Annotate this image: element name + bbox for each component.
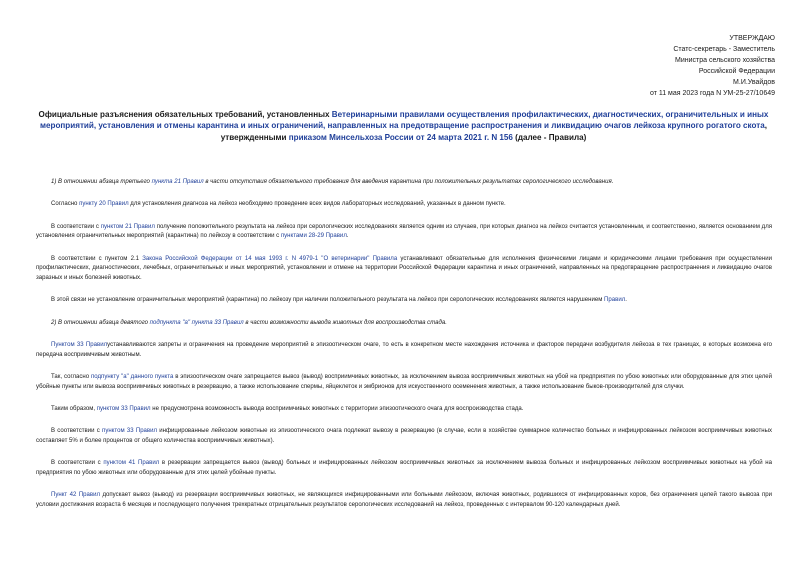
link-subpoint-a-point-33[interactable]: подпункта "а" пункта 33 Правил	[149, 319, 244, 326]
document-title	[28, 109, 779, 143]
title-text-3: (далее - Правила)	[512, 132, 587, 142]
approval-date: от 11 мая 2023 года N УМ-25-27/10649	[649, 90, 775, 97]
approval-country: Российской Федерации	[698, 68, 775, 75]
paragraph-11: В соответствии с пунктом 41 Правил в резервации запрещается вывоз (вывод) больных и инфицированных лейкозом восприимчивых животных за исключением вывоза больных и инфицированных лейкозом восприимчивых животных на убой на предприятия по убою животных или оборудованные для этих целей убойные пункты.	[36, 460, 772, 477]
link-point-21-rules-2[interactable]: пунктом 21 Правил	[100, 223, 155, 230]
link-point-41-rules[interactable]: пунктом 41 Правил	[103, 460, 160, 467]
link-point-33-rules-2[interactable]: пунктом 33 Правил	[96, 406, 151, 413]
link-point-20-rules[interactable]: пункту 20 Правил	[79, 201, 129, 208]
link-rules[interactable]: Правила	[372, 255, 398, 262]
title-link-rules[interactable]: Ветеринарными правилами осуществления профилактических, диагностических, ограничительных и иных мероприятий, установления и отмены карантина и иных ограничений, направленных на предотвращение распространения и ликвидацию очагов лейкоза крупного рогатого скота	[40, 110, 769, 131]
link-point-33-rules[interactable]: Пунктом 33 Правил	[51, 342, 108, 349]
title-text-2: , утвержденными	[220, 121, 767, 142]
link-point-21-rules[interactable]: пункта 21 Правил	[151, 179, 204, 185]
paragraph-7: Пунктом 33 Правилустанавливаются запреты и ограничения на проведение мероприятий в эпизоотическом очаге, то есть в конкретном месте нахождения источника и факторов передачи возбудителя лейкоза в тех границах, в которых возможна его передача восприимчивым животным.	[36, 342, 773, 358]
title-link-order[interactable]: приказом Минсельхоза России от 24 марта 2021 г. N 156	[288, 132, 513, 142]
paragraph-10: В соответствии с пунктом 33 Правил инфицированные лейкозом животные из эпизоотического очага подлежат вывозу в резервацию (в случае, если в хозяйстве суммарное количество больных и инфицированных лейкозом восприимчивых животных составляет 5% и более процентов от общего количества восприимчивых животных).	[36, 428, 772, 445]
approval-block	[650, 33, 775, 99]
document-body	[36, 178, 772, 523]
link-points-28-29-rules[interactable]: пунктами 28-29 Правил	[280, 233, 347, 240]
approval-heading: УТВЕРЖДАЮ	[729, 35, 775, 42]
paragraph-12: Пункт 42 Правил допускает вывоз (вывод) из резервации восприимчивых животных, не являющихся инфицированными или больными лейкозом, включая животных, родившихся от инфицированных коров, без ограничения целей такого вывоза при условии достижения возраста 6 месяцев и последующего получения трехкратных отрицательных результатов серологических исследований на лейкоз, проведенных с интервалом 90-120 календарных дней.	[36, 492, 772, 509]
paragraph-8: Так, согласно подпункту "а" данного пункта в эпизоотическом очаге запрещается вывоз (вывод) восприимчивых животных, за исключением вывоза восприимчивых животных на убой на предприятия по убою животных или оборудованные для этих целей убойные пункты или вывоза восприимчивых животных в резервацию, а также использование спермы, яйцеклеток и эмбрионов для искусственного осеменения животных, а также использование быков-производителей для случки.	[36, 374, 772, 390]
link-veterinary-law[interactable]: Закона Российской Федерации от 14 мая 1993 г. N 4979-1 "О ветеринарии"	[142, 255, 370, 262]
title-text-1: Официальные разъяснения обязательных требований, установленных	[38, 110, 332, 119]
paragraph-2: Согласно пункту 20 Правил для установления диагноза на лейкоз необходимо проведение всех видов лабораторных исследований, указанных в данном пункте.	[51, 201, 506, 208]
paragraph-3: В соответствии с пунктом 21 Правил получение положительного результата на лейкоз при серологических исследованиях является одним из случаев, при которых диагноз на лейкоз считается установленным, и соответственно, является основанием для установления ограничительных мероприятий (карантина) по лейкозу в соответствии с пунктами 28-29 Правил.	[36, 223, 773, 240]
paragraph-9: Таким образом, пунктом 33 Правил не предусмотрена возможность вывода восприимчивых животных с территории эпизоотического очага для воспроизводства стада.	[51, 406, 524, 413]
paragraph-6: 2) В отношении абзаца девятого подпункта "а" пункта 33 Правил в части возможности вывода животных для воспроизводства стада.	[51, 319, 447, 326]
paragraph-1: 1) В отношении абзаца третьего пункта 21 Правил в части отсутствия обязательного требования для введения карантина при положительных результатах серологического исследования.	[51, 179, 614, 185]
link-subpoint-a[interactable]: подпункту "а" данного пункта	[91, 374, 174, 381]
link-rules-2[interactable]: Правил	[604, 297, 626, 304]
paragraph-5: В этой связи не установление ограничительных мероприятий (карантина) по лейкозу при наличии положительного результата на лейкоз при серологических исследованиях является нарушением Правил.	[51, 297, 627, 304]
approval-signatory: М.И.Увайдов	[733, 79, 775, 86]
link-point-42-rules[interactable]: Пункт 42 Правил	[51, 492, 101, 499]
approval-position: Статс-секретарь - Заместитель	[673, 46, 775, 53]
paragraph-4: В соответствии с пунктом 2.1 Закона Российской Федерации от 14 мая 1993 г. N 4979-1 "О ветеринарии" Правила устанавливают обязательные для исполнения физическими лицами и юридическими лицами требования при осуществлении профилактических, диагностических, лечебных, ограничительных и иных мероприятий, установлении и отмене на территории Российской Федерации карантина и иных ограничений, направленных на предотвращение распространения и ликвидацию очагов заразных и иных болезней животных.	[36, 255, 772, 281]
approval-ministry: Министра сельского хозяйства	[674, 57, 775, 64]
link-point-33-rules-3[interactable]: пунктом 33 Правил	[102, 428, 158, 435]
